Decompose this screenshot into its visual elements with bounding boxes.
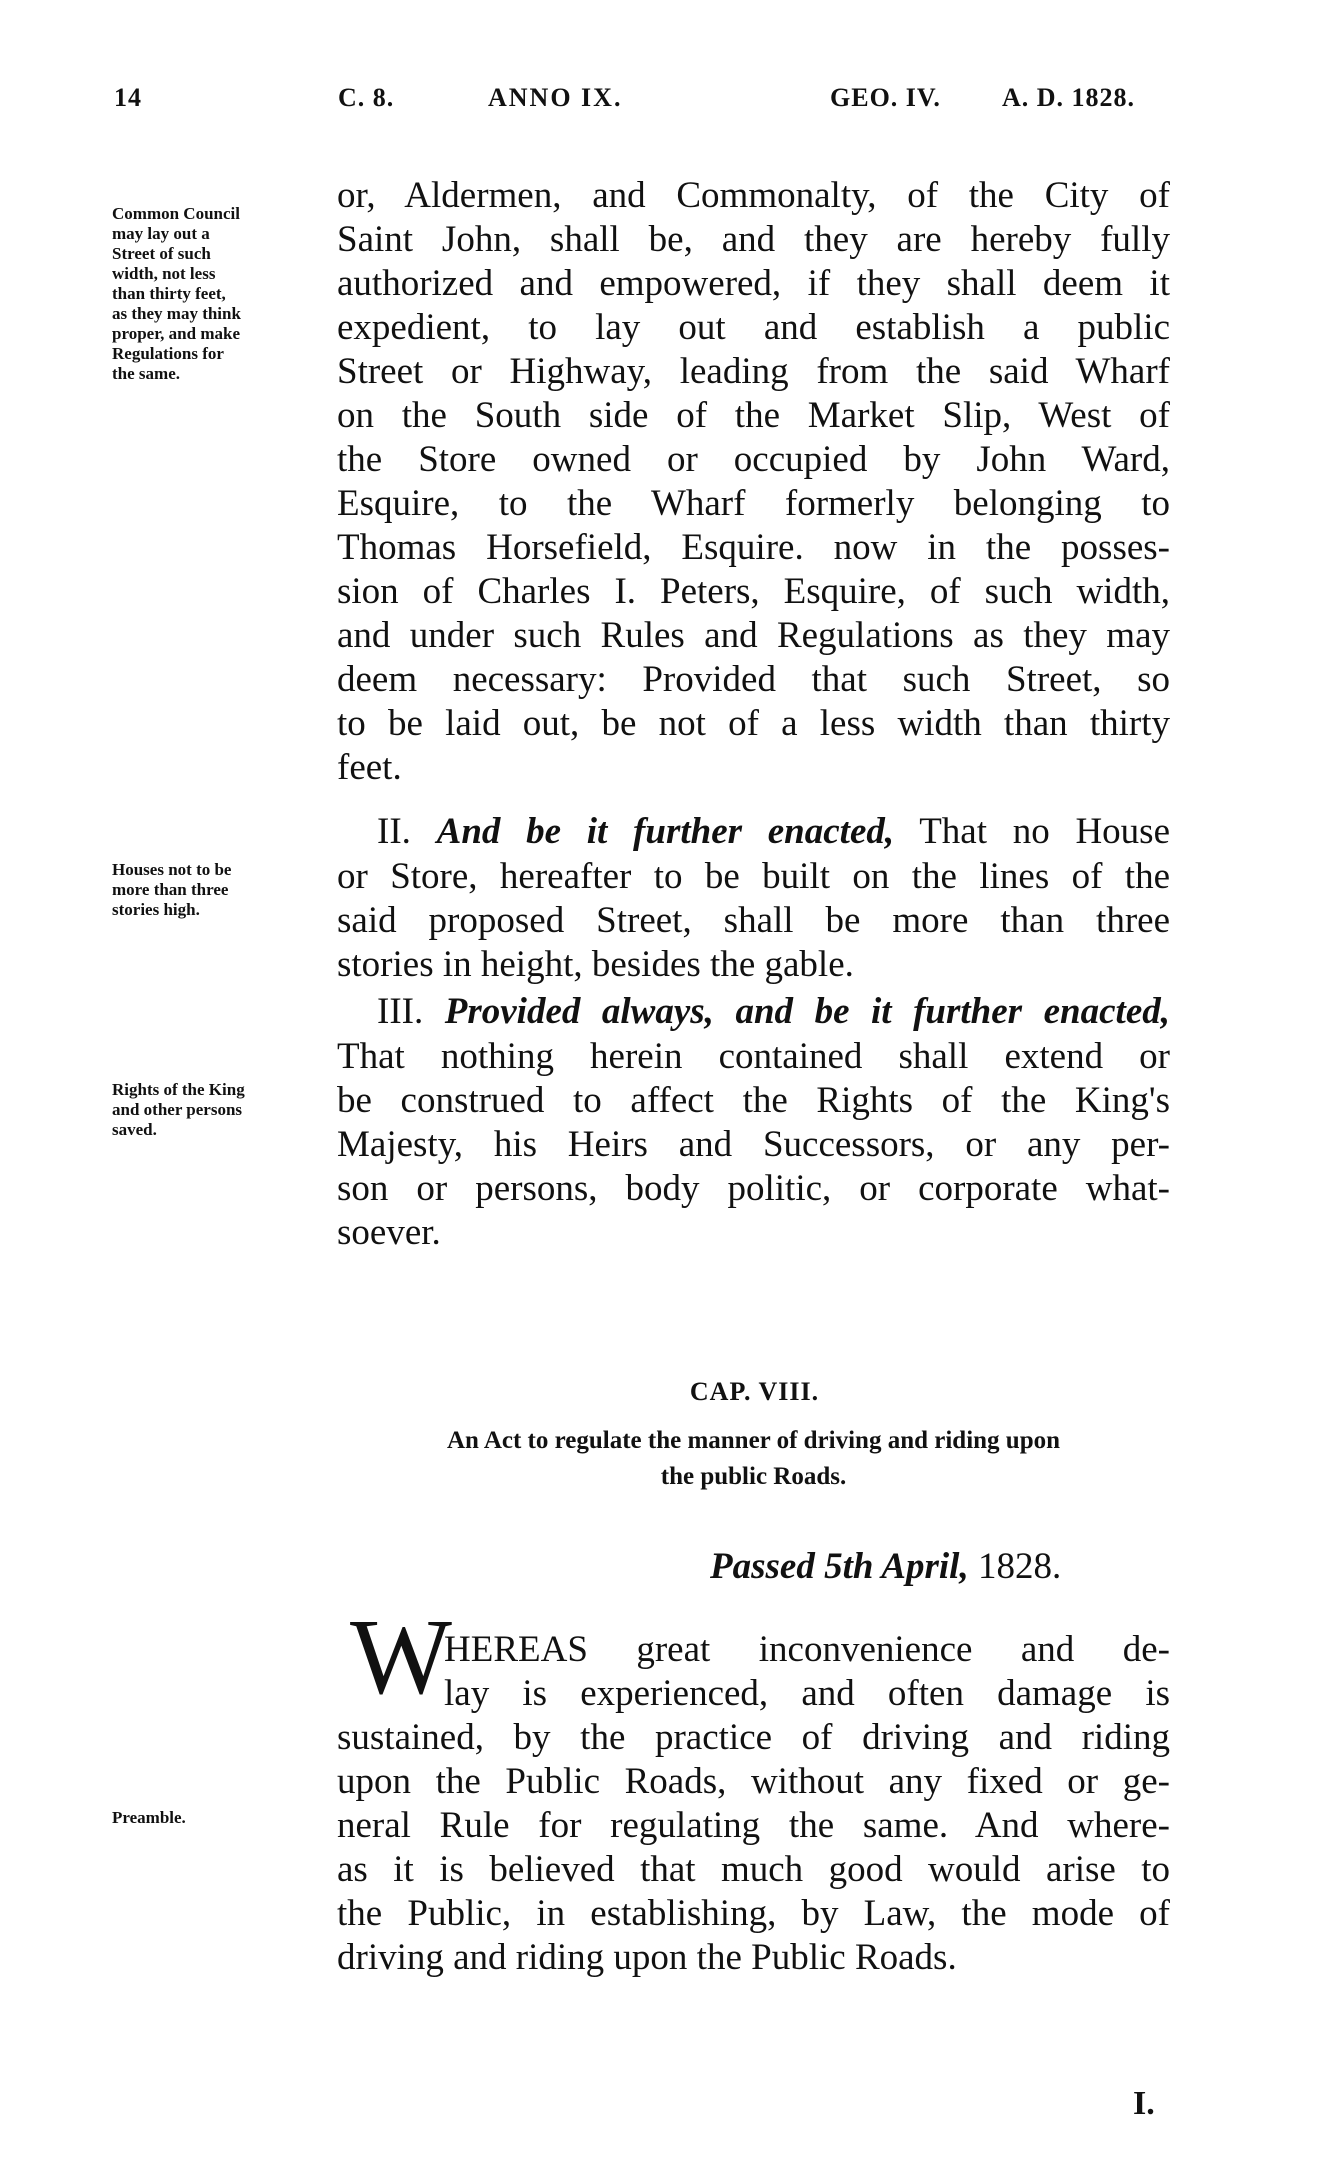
text-line: driving and riding upon the Public Roads. [337,1937,957,1978]
text-line: feet. [337,747,402,788]
text-line: and under such Rules and Regulations as they may [337,615,1170,656]
sidenote-line: Common Council [112,204,240,223]
text-line: Majesty, his Heirs and Successors, or any per- [337,1124,1170,1165]
text-line: expedient, to lay out and establish a public [337,307,1170,348]
passed-date [710,1545,1061,1589]
sidenote-houses [112,860,231,920]
sidenote-line: as they may think [112,304,241,323]
section-3-first-line [377,990,1170,1034]
drop-cap: W [350,1598,452,1717]
sidenote-street [112,204,241,384]
text-line: the Store owned or occupied by John Ward, [337,439,1170,480]
enacting-clause: And be it further enacted, [436,811,895,852]
text-line: Thomas Horsefield, Esquire. now in the posses- [337,527,1170,568]
text-line: sion of Charles I. Peters, Esquire, of such width, [337,571,1170,612]
year-heading: A. D. 1828. [1002,83,1136,112]
chapter-heading: CAP. VIII. [689,1377,820,1406]
passed-year: 1828. [977,1546,1062,1587]
sidenote-rights [112,1080,245,1140]
text-line: Esquire, to the Wharf formerly belonging to [337,483,1170,524]
text-line: be construed to affect the Rights of the King's [337,1080,1170,1121]
catchword: I. [1133,2085,1155,2122]
reign-heading: GEO. IV. [830,83,941,112]
text-line: said proposed Street, shall be more than three [337,900,1170,941]
sidenote-line: stories high. [112,900,200,919]
sidenote-line: more than three [112,880,229,899]
sidenote-line: may lay out a [112,224,210,243]
text-line: to be laid out, be not of a less width than thirty [337,703,1170,744]
sidenote-line: proper, and make [112,324,240,343]
text-line: soever. [337,1212,441,1253]
page-number: 14 [114,83,142,112]
text-line: deem necessary: Provided that such Street, so [337,659,1170,700]
act-title-line: the public Roads. [660,1463,847,1490]
enacting-clause: Provided always, and be it further enacted, [444,991,1170,1032]
sidenote-line: than thirty feet, [112,284,226,303]
text-line: Street or Highway, leading from the said Wharf [337,351,1170,392]
text-line: the Public, in establishing, by Law, the mode of [337,1893,1170,1934]
chapter-reference: C. 8. [338,83,395,112]
passed-label: Passed 5th April, [710,1546,969,1587]
text-line: upon the Public Roads, without any fixed or ge- [337,1761,1170,1802]
text-line: or Store, hereafter to be built on the lines of the [337,856,1170,897]
text-line: authorized and empowered, if they shall deem it [337,263,1170,304]
sidenote-line: the same. [112,364,180,383]
sidenote-preamble [112,1808,186,1828]
sidenote-line: and other persons [112,1100,243,1119]
section-numeral: II. [377,811,411,852]
sidenote-line: Preamble. [112,1808,186,1827]
text-line: neral Rule for regulating the same. And where- [337,1805,1170,1846]
sidenote-line: Regulations for [112,344,224,363]
act-title-line: An Act to regulate the manner of driving and riding upon [446,1427,1061,1454]
sidenote-line: Rights of the King [112,1080,245,1099]
text-line: lay is experienced, and often damage is [444,1673,1170,1714]
text-line: on the South side of the Market Slip, West of [337,395,1170,436]
text-line: as it is believed that much good would arise to [337,1849,1170,1890]
sidenote-line: width, not less [112,264,216,283]
text-line: That nothing herein contained shall extend or [337,1036,1170,1077]
sidenote-line: Houses not to be [112,860,232,879]
section-2-first-line [377,810,1170,854]
section-text: That no House [919,811,1170,852]
sidenote-line: saved. [112,1120,157,1139]
text-line: son or persons, body politic, or corporate what- [337,1168,1170,1209]
text-line: sustained, by the practice of driving and riding [337,1717,1170,1758]
anno-heading: ANNO IX. [488,83,623,112]
text-line: or, Aldermen, and Commonalty, of the City of [337,175,1170,216]
sidenote-line: Street of such [112,244,211,263]
text-line: Saint John, shall be, and they are hereby fully [337,219,1170,260]
text-line: stories in height, besides the gable. [337,944,854,985]
text-line: HEREAS great inconvenience and de- [444,1629,1170,1670]
section-numeral: III. [377,991,424,1032]
